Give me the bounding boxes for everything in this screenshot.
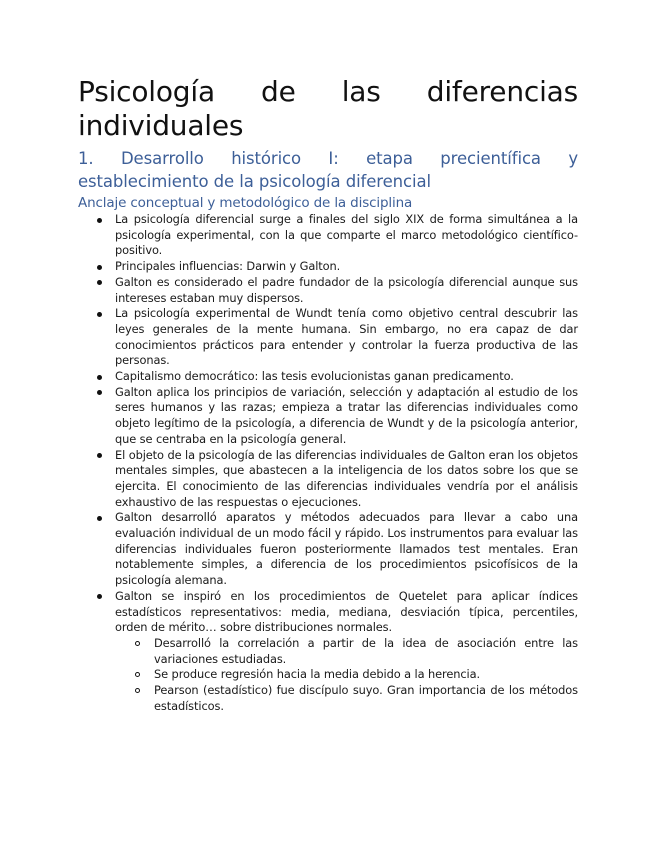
bullet-icon	[97, 265, 102, 270]
list-item-text: Principales influencias: Darwin y Galton.	[115, 259, 341, 274]
bullet-icon	[97, 453, 102, 458]
bullet-list	[78, 212, 578, 715]
subheading: Anclaje conceptual y metodológico de la disciplina	[78, 195, 413, 211]
sub-list-item-text: Desarrolló la correlación a partir de la idea de asociación entre las variaciones estudiadas.	[154, 635, 578, 666]
bullet-icon	[97, 375, 102, 380]
list-item-text: El objeto de la psicología de las diferencias individuales de Galton eran los objetos mentales simples, que abastecen a la inteligencia de los datos sobre los que se ejercita. El conocimiento de las diferencias individuales vendría por el análisis exhaustivo de las respuestas o ejecuciones.	[115, 447, 578, 509]
sub-list-item-text: Se produce regresión hacia la media debido a la herencia.	[154, 667, 480, 682]
document-title-line-2: individuales	[78, 109, 244, 142]
section-heading-line-2: establecimiento de la psicología diferencial	[78, 172, 431, 191]
list-item-text: Galton desarrolló aparatos y métodos adecuados para llevar a cabo una evaluación individual de un modo fácil y rápido. Los instrumentos para evaluar las diferencias individuales fueron posteriormente llamados test mentales. Eran notablemente simples, a diferencia de los procedimientos psicofísicos de la psicología alemana.	[115, 510, 578, 588]
list-item-text: Capitalismo democrático: las tesis evolucionistas ganan predicamento.	[115, 369, 514, 384]
list-item-text: La psicología experimental de Wundt tenía como objetivo central descubrir las leyes generales de la mente humana. Sin embargo, no era capaz de dar conocimientos prácticos para entender y controlar la fuerza productiva de las personas.	[115, 306, 578, 368]
bullet-icon	[97, 312, 102, 317]
sub-bullet-list	[78, 636, 578, 715]
section-heading-line-1: 1. Desarrollo histórico I: etapa precientífica y	[78, 149, 578, 168]
bullet-icon	[97, 218, 102, 223]
list-item	[78, 306, 578, 369]
list-item	[78, 385, 578, 448]
sub-list-item	[78, 667, 578, 683]
list-item	[78, 589, 578, 715]
hollow-bullet-icon	[135, 688, 140, 693]
bullet-icon	[97, 390, 102, 395]
sub-list-wrapper	[78, 636, 578, 715]
list-item	[78, 212, 578, 259]
list-item	[78, 510, 578, 589]
bullet-icon	[97, 594, 102, 599]
sub-list-item-text: Pearson (estadístico) fue discípulo suyo. Gran importancia de los métodos estadísticos.	[154, 683, 578, 713]
list-item-text: Galton se inspiró en los procedimientos de Quetelet para aplicar índices estadísticos representativos: media, mediana, desviación típica, percentiles, orden de mérito… sobre distribuciones normales.	[115, 588, 578, 635]
sub-list-item	[78, 683, 578, 714]
bullet-icon	[97, 280, 102, 285]
document-title	[78, 75, 578, 143]
list-item	[78, 369, 578, 385]
list-item	[78, 448, 578, 511]
document-title-line-1: Psicología de las diferencias	[78, 75, 578, 108]
section-heading	[78, 147, 578, 193]
list-item-text: Galton es considerado el padre fundador de la psicología diferencial aunque sus intereses estaban muy dispersos.	[115, 274, 578, 305]
hollow-bullet-icon	[135, 641, 140, 646]
document-page	[78, 75, 578, 715]
hollow-bullet-icon	[135, 672, 140, 677]
list-item	[78, 259, 578, 275]
list-item-text: La psicología diferencial surge a finales del siglo XIX de forma simultánea a la psicología experimental, con la que comparte el marco metodológico científico-positivo.	[115, 212, 578, 258]
list-item	[78, 275, 578, 306]
list-item-text: Galton aplica los principios de variación, selección y adaptación al estudio de los seres humanos y las razas; empieza a tratar las diferencias individuales como objeto legítimo de la psicología, a diferencia de Wundt y de la psicología anterior, que se centraba en la psicología general.	[115, 384, 578, 446]
bullet-icon	[97, 516, 102, 521]
sub-list-item	[78, 636, 578, 667]
